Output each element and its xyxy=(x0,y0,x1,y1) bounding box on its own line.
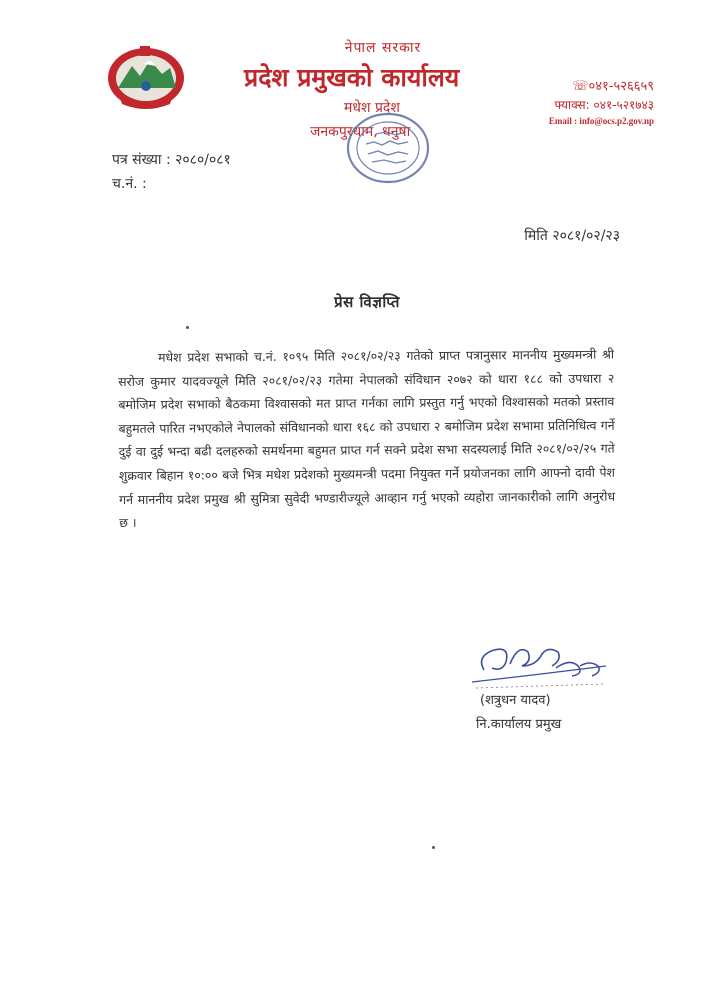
office-stamp-icon xyxy=(338,104,440,192)
letter-number: पत्र संख्या : २०८०/०८१ xyxy=(112,152,231,168)
phone-icon: ☏ xyxy=(572,79,589,94)
press-release-body xyxy=(118,343,615,535)
scan-speck xyxy=(432,846,435,849)
signatory-designation: नि.कार्यालय प्रमुख xyxy=(476,717,562,732)
signatory-name: (शत्रुधन यादव) xyxy=(480,693,551,708)
office-title: प्रदेश प्रमुखको कार्यालय xyxy=(244,63,460,92)
scan-speck xyxy=(186,326,189,329)
dispatch-number: च.नं. : xyxy=(112,176,147,192)
phone-number: ☏०४१-५२६६५९ xyxy=(572,79,654,94)
province-label: मधेश प्रदेश xyxy=(344,100,400,116)
handwritten-signature xyxy=(466,636,626,696)
email-address: Email : info@ocs.p2.gov.np xyxy=(548,116,654,126)
document-date: मिति २०८१/०२/२३ xyxy=(524,228,620,244)
fax-number: फ्याक्स: ०४१-५२१७४३ xyxy=(554,98,654,112)
city-label: जनकपुरधाम, धनुषा xyxy=(310,124,411,140)
government-label: नेपाल सरकार xyxy=(344,40,422,56)
press-release-title: प्रेस विज्ञप्ति xyxy=(334,293,400,311)
body-paragraph: मधेश प्रदेश सभाको च.नं. १०९५ मिति २०८१/०२/२३ गतेको प्राप्त पत्रानुसार माननीय मुख्यमन्त्री श्री सरोज कुमार यादवज्यूले मिति २०८१/०२/२३ गतेमा नेपालको संविधान २०७२ को धारा १८८ को उपधारा २ बमोजिम प्रदेश सभाको बैठकमा विश्वासको मत प्राप्त गर्नका लागि प्रस्तुत गर्नु भएको विश्वासको मतको प्रस्ताव बहुमतले पारित नभएकोले नेपालको संविधानको धारा १६८ को उपधारा २ बमोजिम प्रदेश सभामा प्रतिनिधित्व गर्ने दुई वा दुई भन्दा बढी दलहरुको समर्थनमा बहुमत प्राप्त गर्न सक्ने प्रदेश सभा सदस्यलाई मिति २०८१/०२/२५ गते शुक्रवार बिहान १०:०० बजे भित्र मधेश प्रदेशको मुख्यमन्त्री पदमा नियुक्त गर्ने प्रयोजनका लागि आफ्नो दावी पेश गर्न माननीय प्रदेश प्रमुख श्री सुमित्रा सुवेदी भण्डारीज्यूले आव्हान गर्नु भएको व्यहोरा जानकारीको लागि अनुरोध छ । xyxy=(118,346,616,531)
